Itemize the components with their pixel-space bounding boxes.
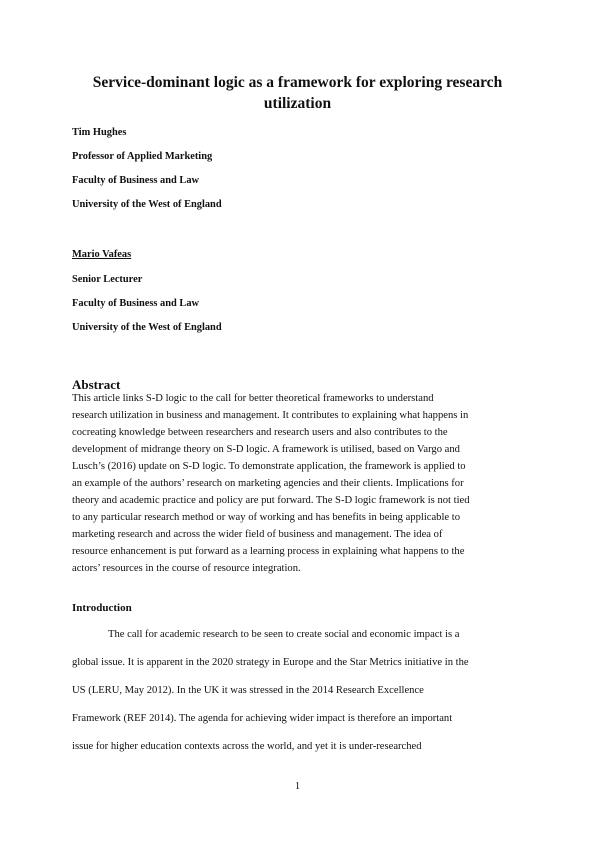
author-1-name: Tim Hughes xyxy=(72,127,127,138)
abstract-line: Lusch’s (2016) update on S-D logic. To demonstrate application, the framework is applied to xyxy=(72,461,466,472)
introduction-line: Framework (REF 2014). The agenda for achieving wider impact is therefore an important xyxy=(72,713,453,724)
introduction-line: The call for academic research to be seen to create social and economic impact is a xyxy=(108,629,460,640)
abstract-line: marketing research and across the wider field of business and management. The idea of xyxy=(72,529,443,540)
abstract-line: an example of the authors’ research on marketing agencies and their clients. Implications for xyxy=(72,478,464,489)
author-2-faculty: Faculty of Business and Law xyxy=(72,298,200,309)
introduction-line: US (LERU, May 2012). In the UK it was stressed in the 2014 Research Excellence xyxy=(72,685,424,696)
author-1-university: University of the West of England xyxy=(72,199,222,210)
abstract-line: actors’ resources in the course of resource integration. xyxy=(72,563,301,574)
abstract-line: resource enhancement is put forward as a learning process in explaining what happens to the xyxy=(72,546,465,557)
introduction-heading: Introduction xyxy=(72,602,132,614)
abstract-line: research utilization in business and management. It contributes to explaining what happens in xyxy=(72,410,469,421)
title-line-1: Service-dominant logic as a framework for exploring research xyxy=(92,74,503,91)
abstract-line: to any particular research method or way of working and has benefits in being applicable to xyxy=(72,512,461,523)
author-2-university: University of the West of England xyxy=(72,322,222,333)
abstract-line: theory and academic practice and policy are put forward. The S-D logic framework is not tied xyxy=(72,495,470,506)
introduction-line: global issue. It is apparent in the 2020 strategy in Europe and the Star Metrics initiative in the xyxy=(72,657,469,668)
author-1-position: Professor of Applied Marketing xyxy=(72,151,213,162)
paper-title xyxy=(60,72,535,114)
page-number: 1 xyxy=(294,781,301,792)
introduction-line: issue for higher education contexts across the world, and yet it is under-researched xyxy=(72,741,422,752)
abstract-line: This article links S-D logic to the call for better theoretical frameworks to understand xyxy=(72,393,434,404)
abstract-heading: Abstract xyxy=(72,377,121,392)
author-2-name: Mario Vafeas xyxy=(72,249,132,260)
title-line-2: utilization xyxy=(263,95,332,112)
author-2-position: Senior Lecturer xyxy=(72,274,143,285)
abstract-line: development of midrange theory on S-D logic. A framework is utilised, based on Vargo and xyxy=(72,444,460,455)
author-1-faculty: Faculty of Business and Law xyxy=(72,175,200,186)
abstract-line: cocreating knowledge between researchers and research users and also contributes to the xyxy=(72,427,448,438)
